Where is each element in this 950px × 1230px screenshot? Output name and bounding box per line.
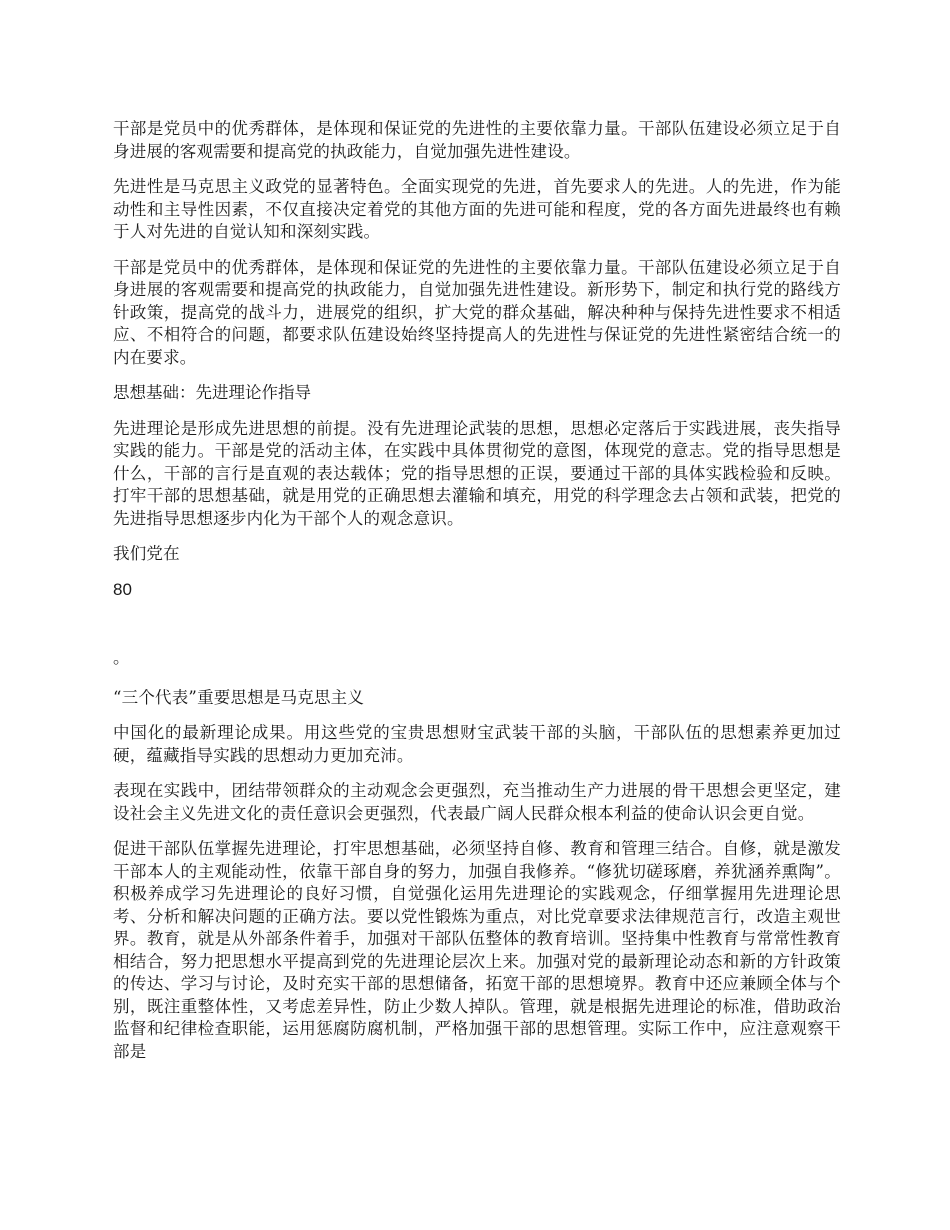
- paragraph-our-party: 我们党在: [113, 544, 180, 563]
- paragraph-three-represents: “三个代表”重要思想是马克思主义: [113, 687, 365, 707]
- number-80: 80: [113, 579, 132, 599]
- paragraph-theory-achievement: 中国化的最新理论成果。用这些党的宝贵思想财宝武装干部的头脑，干部队伍的思想素养更加过硬，蕴藏指导实践的思想动力更加充沛。: [113, 723, 841, 765]
- paragraph-advanced-theory: 先进理论是形成先进思想的前提。没有先进理论武装的思想，思想必定落后于实践进展，丧失指导实践的能力。干部是党的活动主体，在实践中具体贯彻党的意图，体现党的意志。党的指导思想是什么，干部的言行是直观的表达载体；党的指导思想的正误，要通过干部的具体实践检验和反映。打牢干部的思想基础，就是用党的正确思想去灌输和填充，用党的科学理念去占领和武装，把党的先进指导思想逐步内化为干部个人的观念意识。: [113, 418, 841, 528]
- paragraph-cadre-group: 干部是党员中的优秀群体，是体现和保证党的先进性的主要依靠力量。干部队伍建设必须立足于自身进展的客观需要和提高党的执政能力，自觉加强先进性建设。: [113, 119, 841, 161]
- paragraph-advancement-feature: 先进性是马克思主义政党的显著特色。全面实现党的先进，首先要求人的先进。人的先进，作为能动性和主导性因素，不仅直接决定着党的其他方面的先进可能和程度，党的各方面先进最终也有赖于人对先进的自觉认知和深刻实践。: [113, 177, 841, 241]
- paragraph-cadre-construction: 干部是党员中的优秀群体，是体现和保证党的先进性的主要依靠力量。干部队伍建设必须立足于自身进展的客观需要和提高党的执政能力，自觉加强先进性建设。新形势下，制定和执行党的路线方针政策，提高党的战斗力，进展党的组织，扩大党的群众基础，解决种种与保持先进性要求不相适应、不相符合的问题，都要求队伍建设始终坚持提高人的先进性与保证党的先进性紧密结合统一的内在要求。: [113, 257, 841, 367]
- section-heading-ideological-foundation: 思想基础：先进理论作指导: [113, 383, 311, 402]
- paragraph-practice-performance: 表现在实践中，团结带领群众的主动观念会更强烈，充当推动生产力进展的骨干思想会更坚定，建设社会主义先进文化的责任意识会更强烈，代表最广阔人民群众根本利益的使命认识会更自觉。: [113, 781, 841, 823]
- paragraph-self-study-education-management: 促进干部队伍掌握先进理论，打牢思想基础，必须坚持自修、教育和管理三结合。自修，就是激发干部本人的主观能动性，依靠干部自身的努力，加强自我修养。“修犹切磋琢磨，养犹涵养熏陶”。积极养成学习先进理论的良好习惯，自觉强化运用先进理论的实践观念，仔细掌握用先进理论思考、分析和解决问题的正确方法。要以党性锻炼为重点，对比党章要求法律规范言行，改造主观世界。教育，就是从外部条件着手，加强对干部队伍整体的教育培训。坚持集中性教育与常常性教育相结合，努力把思想水平提高到党的先进理论层次上来。加强对党的最新理论动态和新的方针政策的传达、学习与讨论，及时充实干部的思想储备，拓宽干部的思想境界。教育中还应兼顾全体与个别，既注重整体性，又考虑差异性，防止少数人掉队。管理，就是根据先进理论的标准，借助政治监督和纪律检查职能，运用惩腐防腐机制，严格加强干部的思想管理。实际工作中，应注意观察干部是: [113, 839, 841, 1061]
- punctuation-period: 。: [113, 647, 130, 667]
- document-body: [113, 118, 841, 1076]
